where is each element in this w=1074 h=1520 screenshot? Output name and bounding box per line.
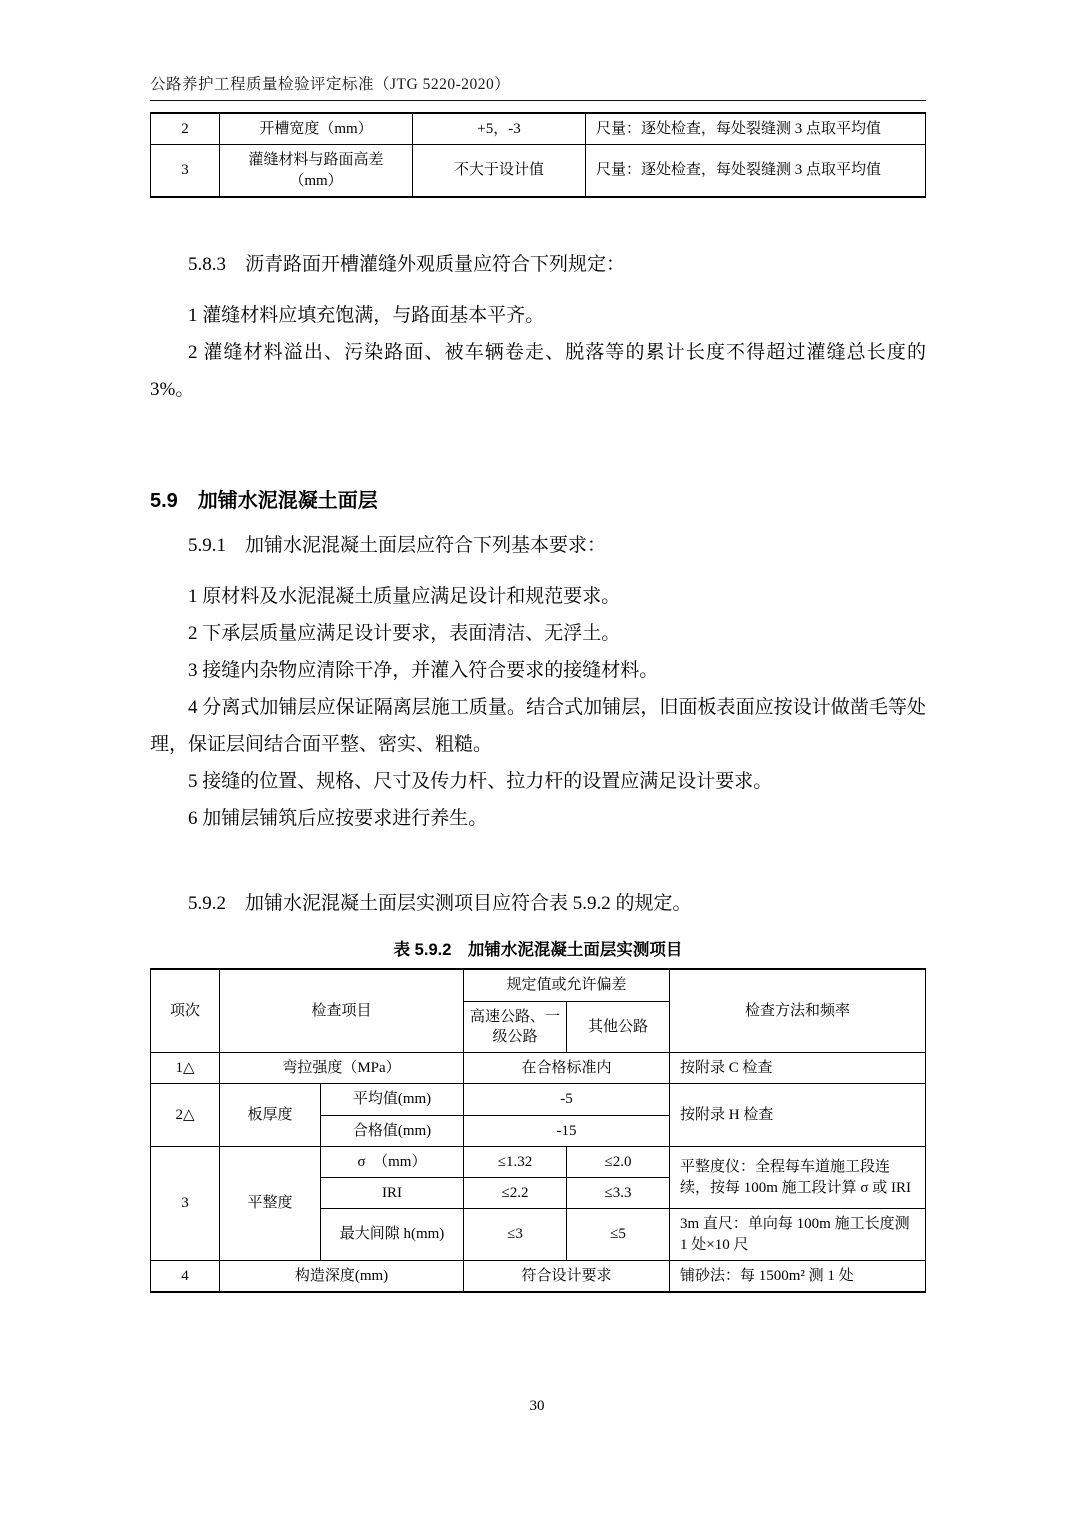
item-5-9-1-6: 6 加铺层铺筑后应按要求进行养生。 <box>188 808 488 830</box>
table-row <box>151 145 926 197</box>
cell-spec: -15 <box>464 1115 670 1146</box>
cell-item: 平整度 <box>220 1146 321 1260</box>
cell-spec-other: ≤3.3 <box>567 1178 670 1209</box>
cell-no: 3 <box>151 1146 220 1260</box>
cell-subitem: IRI <box>321 1178 464 1209</box>
heading-5-9: 5.9 加铺水泥混凝土面层 <box>150 489 378 512</box>
page-number: 30 <box>529 1398 545 1414</box>
cell-subitem: 平均值(mm) <box>321 1084 464 1115</box>
item-5-9-1-1: 1 原材料及水泥混凝土质量应满足设计和规范要求。 <box>188 585 621 607</box>
table-row <box>151 113 926 145</box>
cell-spec: 在合格标准内 <box>464 1053 670 1084</box>
spacer <box>150 837 926 885</box>
cell-method: 尺量：逐处检查，每处裂缝测 3 点取平均值 <box>586 145 926 197</box>
cell-method: 按附录 H 检查 <box>670 1084 926 1147</box>
cell-no: 2 <box>151 113 220 145</box>
table-header-row <box>151 969 926 1001</box>
header-no: 项次 <box>151 969 220 1052</box>
cell-method: 尺量：逐处检查，每处裂缝测 3 点取平均值 <box>586 113 926 145</box>
cell-spec: 符合设计要求 <box>464 1260 670 1292</box>
cell-spec-other: ≤2.0 <box>567 1146 670 1177</box>
cell-method: 按附录 C 检查 <box>670 1053 926 1084</box>
spacer <box>150 408 926 456</box>
cell-item: 灌缝材料与路面高差（mm） <box>220 145 413 197</box>
cell-spec: +5，-3 <box>413 113 586 145</box>
item-5-8-3-1: 1 灌缝材料应填充饱满，与路面基本平齐。 <box>188 304 545 326</box>
cell-item: 构造深度(mm) <box>220 1260 464 1292</box>
cell-subitem: 合格值(mm) <box>321 1115 464 1146</box>
item-5-9-1-3: 3 接缝内杂物应清除干净，并灌入符合要求的接缝材料。 <box>188 660 659 682</box>
table-row <box>151 1146 926 1177</box>
item-5-9-1-4: 4 分离式加铺层应保证隔离层施工质量。结合式加铺层，旧面板表面应按设计做凿毛等处理，保证层间结合面平整、密实、粗糙。 <box>150 697 926 756</box>
running-header <box>150 72 926 101</box>
cell-spec: -5 <box>464 1084 670 1115</box>
header-spec-high: 高速公路、一级公路 <box>464 1001 567 1053</box>
cell-method: 3m 直尺：单向每 100m 施工长度测 1 处×10 尺 <box>670 1209 926 1261</box>
table-caption-5-9-2: 表 5.9.2 加铺水泥混凝土面层实测项目 <box>393 941 683 960</box>
spacer <box>150 456 926 484</box>
page-content <box>150 112 926 1293</box>
header-title: 公路养护工程质量检验评定标准（JTG 5220-2020） <box>150 76 511 93</box>
item-5-9-1-2: 2 下承层质量应满足设计要求，表面清洁、无浮土。 <box>188 623 621 645</box>
spacer <box>150 564 926 578</box>
cell-spec: 不大于设计值 <box>413 145 586 197</box>
table-row <box>151 1084 926 1115</box>
cell-no: 4 <box>151 1260 220 1292</box>
spacer <box>150 922 926 936</box>
heading-5-9-2: 5.9.2 加铺水泥混凝土面层实测项目应符合表 5.9.2 的规定。 <box>188 893 692 915</box>
table-continuation <box>150 112 926 198</box>
cell-no: 2△ <box>151 1084 220 1147</box>
cell-spec-high: ≤2.2 <box>464 1178 567 1209</box>
header-spec-other: 其他公路 <box>567 1001 670 1053</box>
table-5-9-2 <box>150 968 926 1293</box>
cell-subitem: 最大间隙 h(mm) <box>321 1209 464 1261</box>
cell-no: 3 <box>151 145 220 197</box>
cell-method: 平整度仪：全程每车道施工段连续，按每 100m 施工段计算 σ 或 IRI <box>670 1146 926 1209</box>
cell-subitem: σ （mm） <box>321 1146 464 1177</box>
table-row <box>151 1260 926 1292</box>
cell-no: 1△ <box>151 1053 220 1084</box>
header-item: 检查项目 <box>220 969 464 1052</box>
cell-item: 板厚度 <box>220 1084 321 1147</box>
spacer <box>150 283 926 297</box>
cell-spec-other: ≤5 <box>567 1209 670 1261</box>
spacer <box>150 513 926 527</box>
item-5-9-1-5: 5 接缝的位置、规格、尺寸及传力杆、拉力杆的设置应满足设计要求。 <box>188 771 773 793</box>
cell-spec-high: ≤1.32 <box>464 1146 567 1177</box>
table-row <box>151 1053 926 1084</box>
cell-item: 弯拉强度（MPa） <box>220 1053 464 1084</box>
header-divider <box>150 100 926 101</box>
cell-method: 铺砂法：每 1500m² 测 1 处 <box>670 1260 926 1292</box>
header-spec-group: 规定值或允许偏差 <box>464 969 670 1001</box>
cell-item: 开槽宽度（mm） <box>220 113 413 145</box>
heading-5-9-1: 5.9.1 加铺水泥混凝土面层应符合下列基本要求： <box>188 534 607 556</box>
header-method: 检查方法和频率 <box>670 969 926 1052</box>
item-5-8-3-2: 2 灌缝材料溢出、污染路面、被车辆卷走、脱落等的累计长度不得超过灌缝总长度的 3%。 <box>150 341 926 400</box>
spacer <box>150 198 926 246</box>
cell-spec-high: ≤3 <box>464 1209 567 1261</box>
heading-5-8-3: 5.8.3 沥青路面开槽灌缝外观质量应符合下列规定： <box>188 253 626 275</box>
